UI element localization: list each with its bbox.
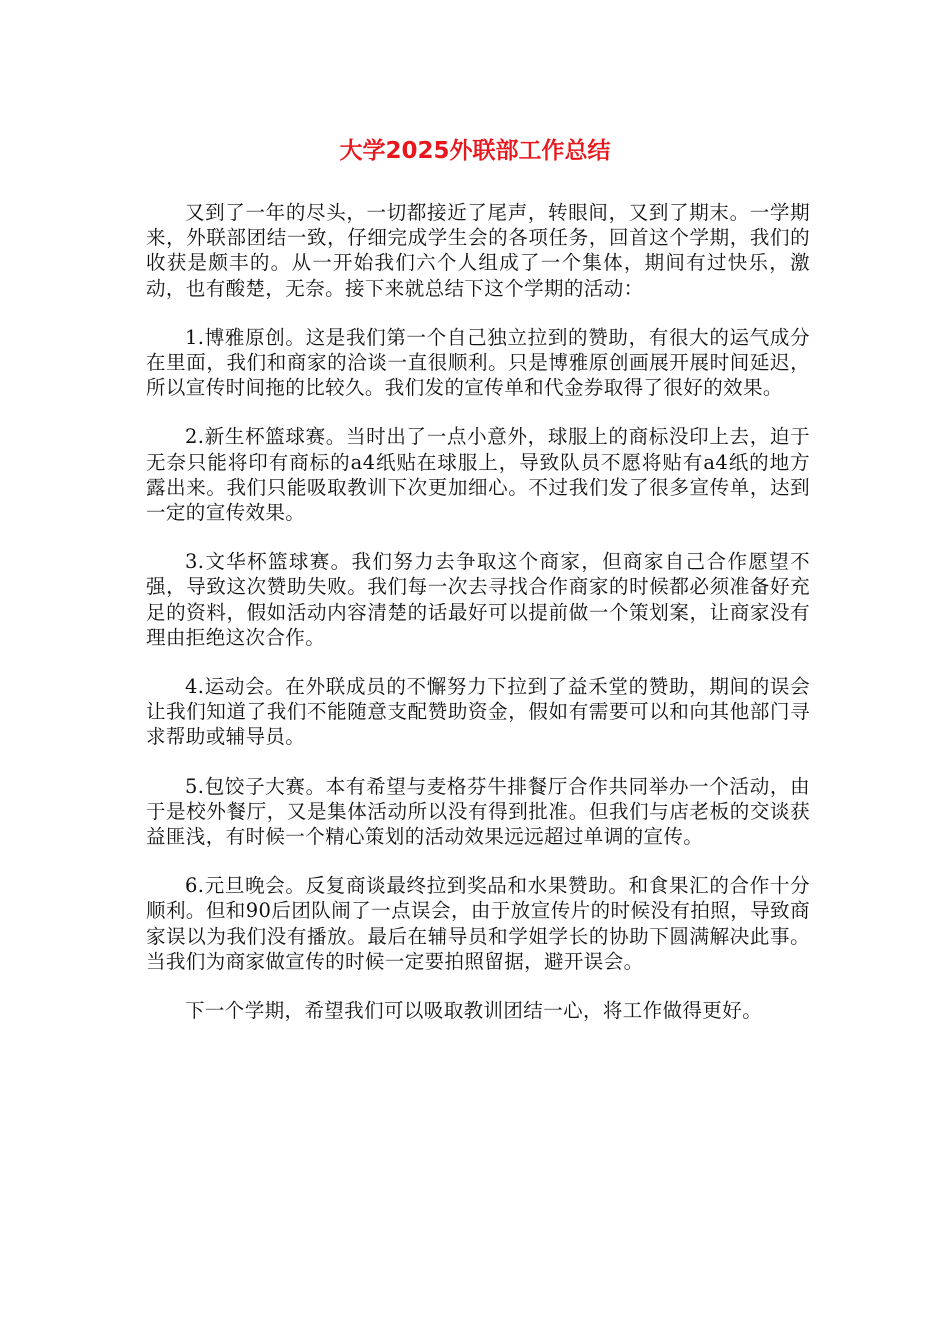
- document-body: [146, 200, 810, 1047]
- document-title: 大学2025外联部工作总结: [339, 138, 611, 164]
- paragraph-item-2: 2.新生杯篮球赛。当时出了一点小意外，球服上的商标没印上去，迫于无奈只能将印有商标的a4纸贴在球服上，导致队员不愿将贴有a4纸的地方露出来。我们只能吸取教训下次更加细心。不过我们发了很多宣传单，达到一定的宣传效果。: [146, 425, 810, 525]
- paragraph-item-3: 3.文华杯篮球赛。我们努力去争取这个商家，但商家自己合作愿望不强，导致这次赞助失败。我们每一次去寻找合作商家的时候都必须准备好充足的资料，假如活动内容清楚的话最好可以提前做一个策划案，让商家没有理由拒绝这次合作。: [146, 550, 810, 649]
- paragraph-item-4: 4.运动会。在外联成员的不懈努力下拉到了益禾堂的赞助，期间的误会让我们知道了我们不能随意支配赞助资金，假如有需要可以和向其他部门寻求帮助或辅导员。: [146, 675, 810, 749]
- paragraph-item-6: 6.元旦晚会。反复商谈最终拉到奖品和水果赞助。和食果汇的合作十分顺利。但和90后团队闹了一点误会，由于放宣传片的时候没有拍照，导致商家误以为我们没有播放。最后在辅导员和学姐学长的协助下圆满解决此事。当我们为商家做宣传的时候一定要拍照留据，避开误会。: [146, 874, 810, 973]
- paragraph-intro: 又到了一年的尽头，一切都接近了尾声，转眼间，又到了期末。一学期来，外联部团结一致，仔细完成学生会的各项任务，回首这个学期，我们的收获是颇丰的。从一开始我们六个人组成了一个集体，期间有过快乐，激动，也有酸楚，无奈。接下来就总结下这个学期的活动：: [146, 201, 810, 300]
- paragraph-item-1: 1.博雅原创。这是我们第一个自己独立拉到的赞助，有很大的运气成分在里面，我们和商家的洽谈一直很顺利。只是博雅原创画展开展时间延迟，所以宣传时间拖的比较久。我们发的宣传单和代金券取得了很好的效果。: [146, 325, 810, 400]
- paragraph-item-5: 5.包饺子大赛。本有希望与麦格芬牛排餐厅合作共同举办一个活动，由于是校外餐厅，又是集体活动所以没有得到批准。但我们与店老板的交谈获益匪浅，有时候一个精心策划的活动效果远远超过单调的宣传。: [146, 774, 810, 849]
- paragraph-closing: 下一个学期，希望我们可以吸取教训团结一心，将工作做得更好。: [185, 999, 763, 1023]
